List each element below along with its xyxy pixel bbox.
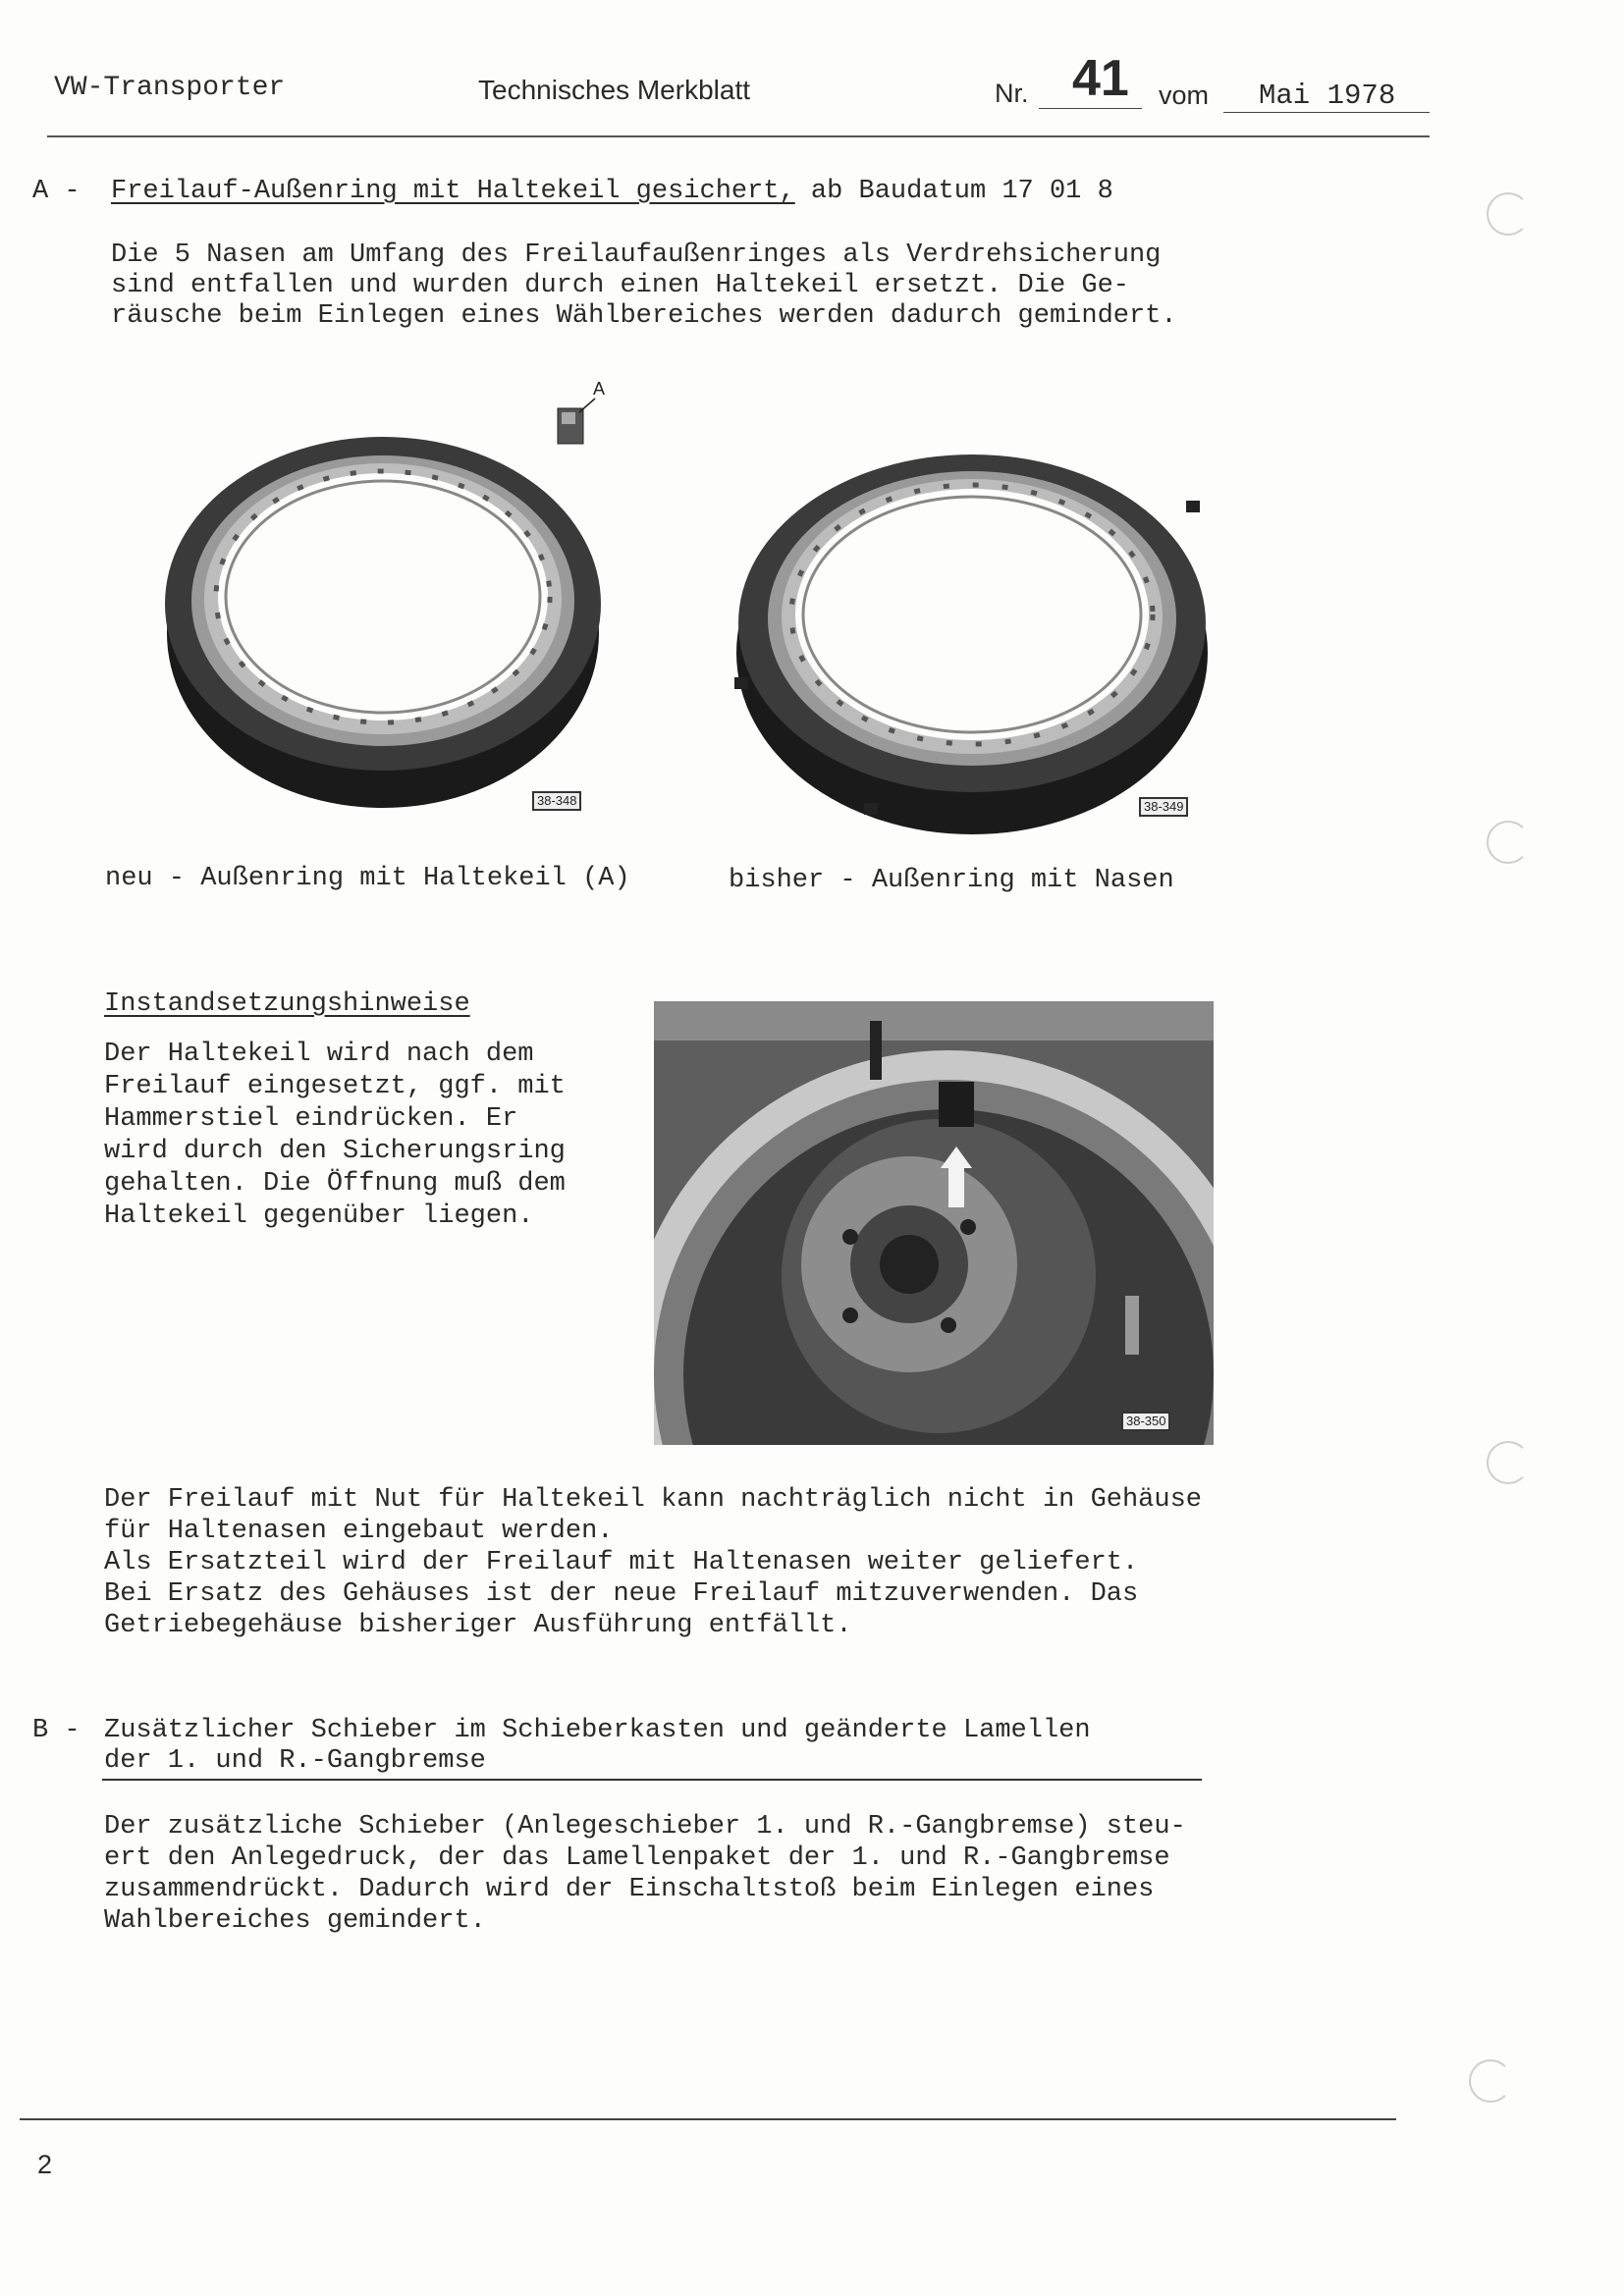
callout-a: A (593, 379, 606, 399)
nr-underline (1039, 108, 1142, 109)
section-a-title (111, 177, 1113, 207)
header-nr-value: 41 (1072, 50, 1129, 107)
section-a-title-underlined: Freilauf-Außenring mit Haltekeil gesichert, (111, 177, 795, 206)
figure-code-38-350: 38-350 (1121, 1412, 1170, 1431)
section-b-title-underline (102, 1779, 1202, 1781)
caption-old: bisher - Außenring mit Nasen (729, 866, 1174, 895)
section-a-title-rest: ab Baudatum 17 01 8 (810, 177, 1113, 206)
repair-body-line: gehalten. Die Öffnung muß dem (104, 1169, 566, 1199)
section-b-title-line2: der 1. und R.-Gangbremse (104, 1746, 486, 1776)
section-b-title-line1: Zusätzlicher Schieber im Schieberkasten und geänderte Lamellen (104, 1716, 1091, 1745)
header-nr-label: Nr. (995, 79, 1029, 108)
haltekeil-part (558, 408, 583, 444)
section-a-marker: A - (32, 177, 81, 206)
header-rule (47, 135, 1430, 137)
binder-hole (1469, 2059, 1512, 2103)
repair-note (104, 1484, 1202, 1641)
repair-body (104, 1039, 566, 1233)
repair-note-line: Der Freilauf mit Nut für Haltekeil kann nachträglich nicht in Gehäuse (104, 1485, 1202, 1515)
section-a-body (111, 240, 1177, 332)
repair-note-line: Getriebegehäuse bisheriger Ausführung entfällt. (104, 1611, 852, 1640)
repair-note-line: Als Ersatzteil wird der Freilauf mit Haltenasen weiter geliefert. (104, 1548, 1139, 1577)
repair-body-line: Hammerstiel eindrücken. Er (104, 1104, 518, 1134)
date-underline (1223, 112, 1430, 113)
header-left: VW-Transporter (54, 73, 286, 103)
section-b-body-line: ert den Anlegedruck, der das Lamellenpaket der 1. und R.-Gangbremse (104, 1843, 1170, 1873)
repair-body-line: Haltekeil gegenüber liegen. (104, 1201, 534, 1231)
section-a-body-line: räusche beim Einlegen eines Wählbereiches werden dadurch gemindert. (111, 301, 1177, 331)
repair-body-line: Der Haltekeil wird nach dem (104, 1040, 534, 1069)
section-b-body-line: zusammendrückt. Dadurch wird der Einschaltstoß beim Einlegen eines (104, 1875, 1155, 1904)
section-a-body-line: sind entfallen und wurden durch einen Haltekeil ersetzt. Die Ge- (111, 271, 1129, 300)
repair-body-line: Freilauf eingesetzt, ggf. mit (104, 1072, 566, 1101)
section-b-marker: B - (32, 1716, 81, 1745)
repair-note-line: Bei Ersatz des Gehäuses ist der neue Freilauf mitzuverwenden. Das (104, 1579, 1139, 1609)
section-b-body-line: Wahlbereiches gemindert. (104, 1906, 486, 1936)
repair-note-line: für Haltenasen eingebaut werden. (104, 1517, 614, 1546)
header-center: Technisches Merkblatt (478, 75, 751, 105)
header-date: Mai 1978 (1259, 80, 1396, 112)
binder-hole (1487, 821, 1530, 864)
section-b-body-line: Der zusätzliche Schieber (Anlegeschieber 1. und R.-Gangbremse) steu- (104, 1812, 1186, 1842)
header-vom-label: vom (1159, 80, 1210, 110)
page-number: 2 (37, 2150, 53, 2179)
section-a-body-line: Die 5 Nasen am Umfang des Freilaufaußenringes als Verdrehsicherung (111, 240, 1162, 270)
repair-photo (654, 1001, 1214, 1445)
section-b-body (104, 1811, 1186, 1937)
figure-code-38-349: 38-349 (1139, 797, 1188, 817)
ring-photo-new (157, 373, 628, 825)
binder-hole (1487, 192, 1530, 236)
caption-new: neu - Außenring mit Haltekeil (A) (105, 864, 630, 893)
ring-photo-old (717, 383, 1227, 844)
figure-code-38-348: 38-348 (532, 791, 581, 811)
binder-hole (1487, 1441, 1530, 1484)
repair-heading: Instandsetzungshinweise (104, 989, 470, 1019)
repair-body-line: wird durch den Sicherungsring (104, 1137, 566, 1166)
footer-rule (20, 2118, 1396, 2120)
